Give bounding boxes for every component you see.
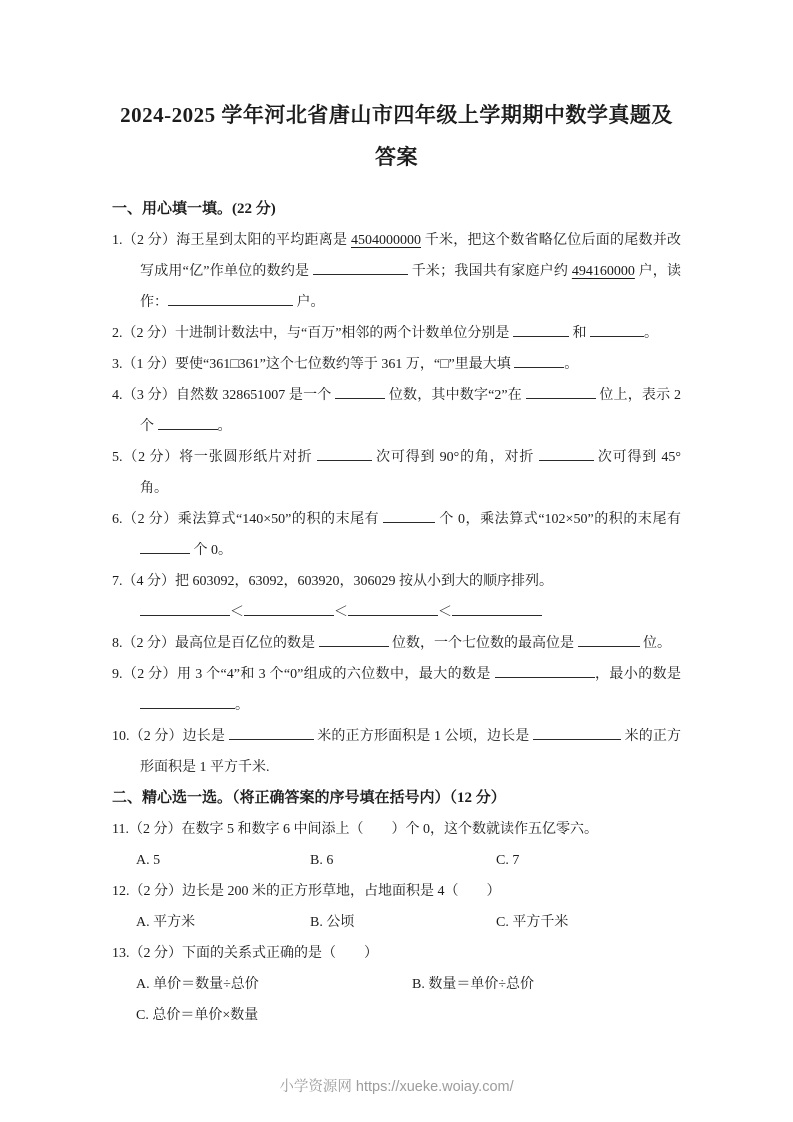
answer-blank (590, 323, 644, 337)
answer-blank (533, 726, 621, 740)
options-row (112, 1000, 681, 1031)
underlined-value: 4504000000 (351, 233, 421, 248)
options-row (112, 845, 681, 876)
question-text: 6.（2 分）乘法算式“140×50”的积的末尾有 (112, 512, 384, 527)
option: C. 总价＝单价×数量 (136, 1008, 259, 1023)
answer-blank (244, 602, 334, 616)
question-text: 户。 (293, 295, 325, 310)
answer-blank (539, 447, 594, 461)
question-text: ＜ (230, 605, 244, 620)
question-text: 。 (217, 419, 232, 434)
question-text: 13.（2 分）下面的关系式正确的是（ ） (112, 946, 378, 961)
question-text: 4.（3 分）自然数 328651007 是一个 (112, 388, 336, 403)
question-6 (112, 504, 681, 566)
question-text: 12.（2 分）边长是 200 米的正方形草地，占地面积是 4（ ） (112, 884, 501, 899)
question-text: 位。 (639, 636, 671, 651)
question-text: 。 (643, 326, 658, 341)
section-1 (112, 194, 681, 783)
question-8 (112, 628, 681, 659)
question-text: 千米；我国共有家庭户约 (408, 264, 572, 279)
answer-blank (383, 509, 435, 523)
question-11 (112, 814, 681, 845)
footer-watermark (0, 1075, 793, 1096)
question-text: 米的正方形面积是 1 公顷，边长是 (313, 729, 533, 744)
question-text: 次可得到 90°的角，对折 (371, 450, 539, 465)
answer-blank (526, 385, 596, 399)
question-10 (112, 721, 681, 783)
option: A. 单价＝数量÷总价 (136, 977, 259, 992)
answer-blank (158, 416, 218, 430)
question-text: 5.（2 分）将一张圆形纸片对折 (112, 450, 317, 465)
question-4 (112, 380, 681, 442)
answer-blank (452, 602, 542, 616)
option: B. 6 (310, 853, 334, 868)
question-text: 3.（1 分）要使“361□361”这个七位数约等于 361 万，“□”里最大填 (112, 357, 515, 372)
question-text: 7.（4 分）把 603092，63092，603920，306029 按从小到大的顺序排列。 (112, 574, 553, 589)
footer-url: https://xueke.woiay.com/ (355, 1079, 514, 1095)
answer-blank (140, 602, 230, 616)
answer-blank (319, 633, 389, 647)
question-text: 位数，其中数字“2”在 (385, 388, 526, 403)
question-2 (112, 318, 681, 349)
question-text: ＜ (334, 605, 348, 620)
options-row (112, 969, 681, 1000)
question-text: 和 (568, 326, 590, 341)
page-title: 2024-2025 学年河北省唐山市四年级上学期期中数学真题及答案 (120, 103, 673, 169)
answer-blank (140, 695, 235, 709)
footer-site-name: 小学资源网 (279, 1079, 352, 1095)
answer-blank (335, 385, 385, 399)
option: C. 平方千米 (496, 915, 569, 930)
answer-blank (348, 602, 438, 616)
question-text: 8.（2 分）最高位是百亿位的数是 (112, 636, 319, 651)
question-12 (112, 876, 681, 907)
question-text: ＜ (438, 605, 452, 620)
question-text: 千米，把这个数省略亿位后面的尾数并改写成用“亿”作单位的数约是 (140, 233, 681, 279)
question-13 (112, 938, 681, 969)
question-text: 10.（2 分）边长是 (112, 729, 229, 744)
option: A. 平方米 (136, 915, 196, 930)
question-3 (112, 349, 681, 380)
question-text: 1.（2 分）海王星到太阳的平均距离是 (112, 233, 351, 248)
question-text: ，最小的数是 (594, 667, 681, 682)
answer-blank (313, 261, 408, 275)
option: B. 数量＝单价÷总价 (412, 977, 535, 992)
answer-blank (513, 323, 569, 337)
answer-blank (578, 633, 640, 647)
option: A. 5 (136, 853, 161, 868)
option: C. 7 (496, 853, 520, 868)
section-heading: 一、用心填一填。(22 分) (112, 201, 276, 217)
question-text: 9.（2 分）用 3 个“4”和 3 个“0”组成的六位数中，最大的数是 (112, 667, 495, 682)
section-2 (112, 783, 681, 1031)
answer-blank (514, 354, 564, 368)
answer-blank (168, 292, 293, 306)
question-text: 个 0，乘法算式“102×50”的积的末尾有 (435, 512, 681, 527)
options-row (112, 907, 681, 938)
underlined-value: 494160000 (571, 264, 635, 279)
answer-blank (317, 447, 372, 461)
answer-blank (495, 664, 595, 678)
question-text: 次可得到 45°角。 (140, 450, 682, 496)
question-5 (112, 442, 681, 504)
question-text: 11.（2 分）在数字 5 和数字 6 中间添上（ ）个 0，这个数就读作五亿零六。 (112, 822, 598, 837)
option: B. 公顷 (310, 915, 355, 930)
sections (112, 194, 681, 1031)
question-text: 。 (235, 698, 249, 713)
answer-blank (229, 726, 314, 740)
question-text: 户，读作： (140, 264, 681, 310)
question-7 (112, 566, 681, 628)
section-heading: 二、精心选一选。（将正确答案的序号填在括号内）（12 分） (112, 790, 506, 806)
question-text: 个 0。 (190, 543, 232, 558)
answer-blank (140, 540, 190, 554)
question-text: 位上，表示 2 个 (140, 388, 681, 434)
question-text: 2.（2 分）十进制计数法中，与“百万”相邻的两个计数单位分别是 (112, 326, 513, 341)
question-text: 位数，一个七位数的最高位是 (388, 636, 578, 651)
question-text: 。 (564, 357, 579, 372)
question-text: 米的正方形面积是 1 平方千米. (140, 729, 682, 775)
question-1 (112, 225, 681, 318)
question-9 (112, 659, 681, 721)
